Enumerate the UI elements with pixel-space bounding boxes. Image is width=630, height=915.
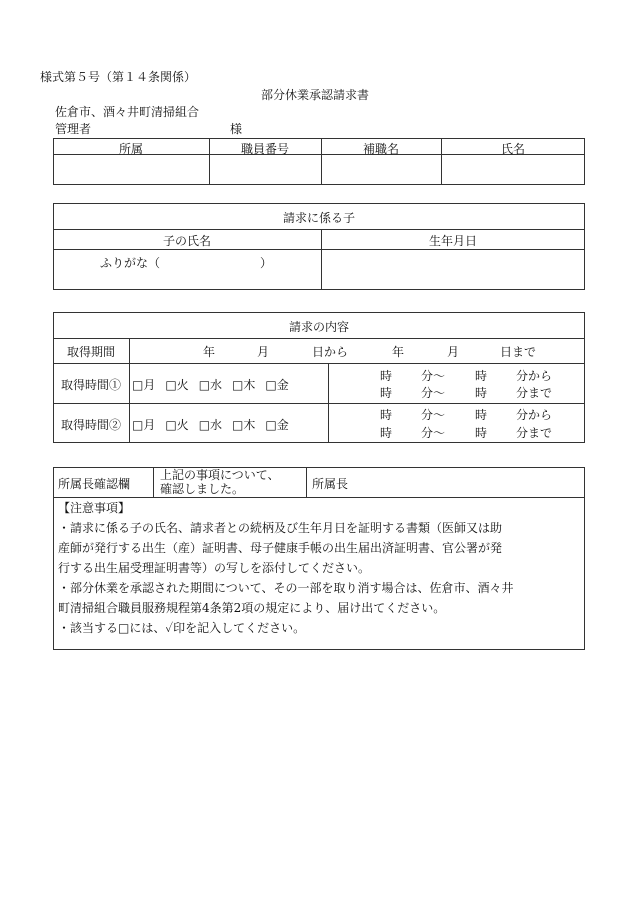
period-end-day: 日まで [500, 345, 537, 359]
hour-unit: 時 [380, 408, 393, 422]
time-row-label: 取得時間① [60, 378, 121, 392]
weekday-checkbox[interactable]: □木 [232, 378, 256, 392]
weekday-checkbox[interactable]: □月 [132, 378, 156, 392]
child-name-header: 子の氏名 [162, 234, 211, 248]
request-time-divider [328, 363, 329, 443]
header-name: 氏名 [500, 142, 525, 156]
addressee-honorific: 様 [230, 122, 243, 136]
form-title: 部分休業承認請求書 [260, 88, 369, 102]
furigana-label: ふりがな（ [100, 256, 161, 270]
addressee-role: 管理者 [55, 122, 92, 136]
period-end-month: 月 [447, 345, 460, 359]
header-department: 所属 [118, 142, 143, 156]
minute-unit: 分～ [421, 386, 446, 400]
addressee-org: 佐倉市、酒々井町清掃組合 [55, 105, 200, 119]
weekday-checkbox[interactable]: □木 [232, 418, 256, 432]
furigana-input[interactable] [171, 254, 259, 268]
weekday-checkboxes [132, 376, 289, 393]
weekday-checkbox[interactable]: □月 [132, 418, 156, 432]
weekday-checkbox[interactable]: □水 [198, 378, 223, 392]
note-line: ・請求に係る子の氏名、請求者との続柄及び生年月日を証明する書類（医師又は助 [58, 521, 503, 535]
child-heading: 請求に係る子 [282, 211, 355, 225]
period-end-year: 年 [392, 345, 405, 359]
period-start-year: 年 [203, 345, 216, 359]
child-heading-divider [53, 229, 585, 230]
form-number: 様式第５号（第１４条関係） [40, 70, 197, 84]
department-head-label: 所属長 [312, 477, 349, 491]
hour-unit: 時 [380, 369, 393, 383]
minute-unit: 分から [516, 408, 553, 422]
minute-unit: 分から [516, 369, 553, 383]
note-line: ・該当する□には、✓印を記入してください。 [58, 621, 306, 635]
weekday-checkbox[interactable]: □金 [265, 378, 289, 392]
confirm-text-line: 確認しました。 [160, 482, 245, 496]
weekday-checkbox[interactable]: □火 [165, 418, 189, 432]
minute-unit: 分～ [421, 426, 446, 440]
request-divider [53, 363, 585, 364]
period-start-month: 月 [257, 345, 270, 359]
note-line: 行する出生届受理証明書等）の写しを添付してください。 [58, 561, 371, 575]
minute-unit: 分～ [421, 369, 446, 383]
birth-date-input[interactable] [323, 252, 583, 288]
period-start-day: 日から [312, 345, 349, 359]
department-head-signature-field[interactable] [360, 470, 582, 495]
minute-unit: 分まで [516, 426, 553, 440]
notes [58, 498, 514, 638]
child-header-divider [53, 249, 585, 250]
hour-unit: 時 [475, 408, 488, 422]
minute-unit: 分～ [421, 408, 446, 422]
request-heading: 請求の内容 [288, 320, 349, 334]
hour-unit: 時 [475, 369, 488, 383]
request-divider [53, 403, 585, 404]
request-label-divider [129, 338, 130, 443]
note-line: ・部分休業を承認された期間について、その一部を取り消す場合は、佐倉市、酒々井 [58, 581, 514, 595]
department-input[interactable] [55, 158, 207, 183]
hour-unit: 時 [475, 386, 488, 400]
note-line: 町清掃組合職員服務規程第4条第2項の規定により、届け出てください。 [58, 601, 446, 615]
name-input[interactable] [443, 158, 583, 183]
weekday-checkboxes [132, 416, 289, 433]
confirm-label: 所属長確認欄 [58, 477, 131, 491]
period-label: 取得期間 [66, 345, 115, 359]
weekday-checkbox[interactable]: □火 [165, 378, 189, 392]
header-job-title: 補職名 [362, 142, 399, 156]
approval-col-divider [153, 467, 154, 497]
job-title-input[interactable] [323, 158, 439, 183]
employee-number-input[interactable] [211, 158, 319, 183]
hour-unit: 時 [380, 426, 393, 440]
child-name-input[interactable] [55, 270, 319, 288]
minute-unit: 分まで [516, 386, 553, 400]
confirm-text-line: 上記の事項について、 [160, 468, 280, 482]
furigana-close: ） [260, 256, 273, 270]
note-line: 産師が発行する出生（産）証明書、母子健康手帳の出生届出済証明書、官公署が発 [58, 541, 503, 555]
request-divider [53, 338, 585, 339]
header-employee-number: 職員番号 [240, 142, 289, 156]
approval-col-divider [306, 467, 307, 497]
birth-date-header: 生年月日 [428, 234, 477, 248]
hour-unit: 時 [380, 386, 393, 400]
hour-unit: 時 [475, 426, 488, 440]
confirm-text [160, 468, 280, 496]
weekday-checkbox[interactable]: □金 [265, 418, 289, 432]
notes-title: 【注意事項】 [58, 501, 131, 515]
weekday-checkbox[interactable]: □水 [198, 418, 223, 432]
time-row-label: 取得時間② [60, 418, 121, 432]
